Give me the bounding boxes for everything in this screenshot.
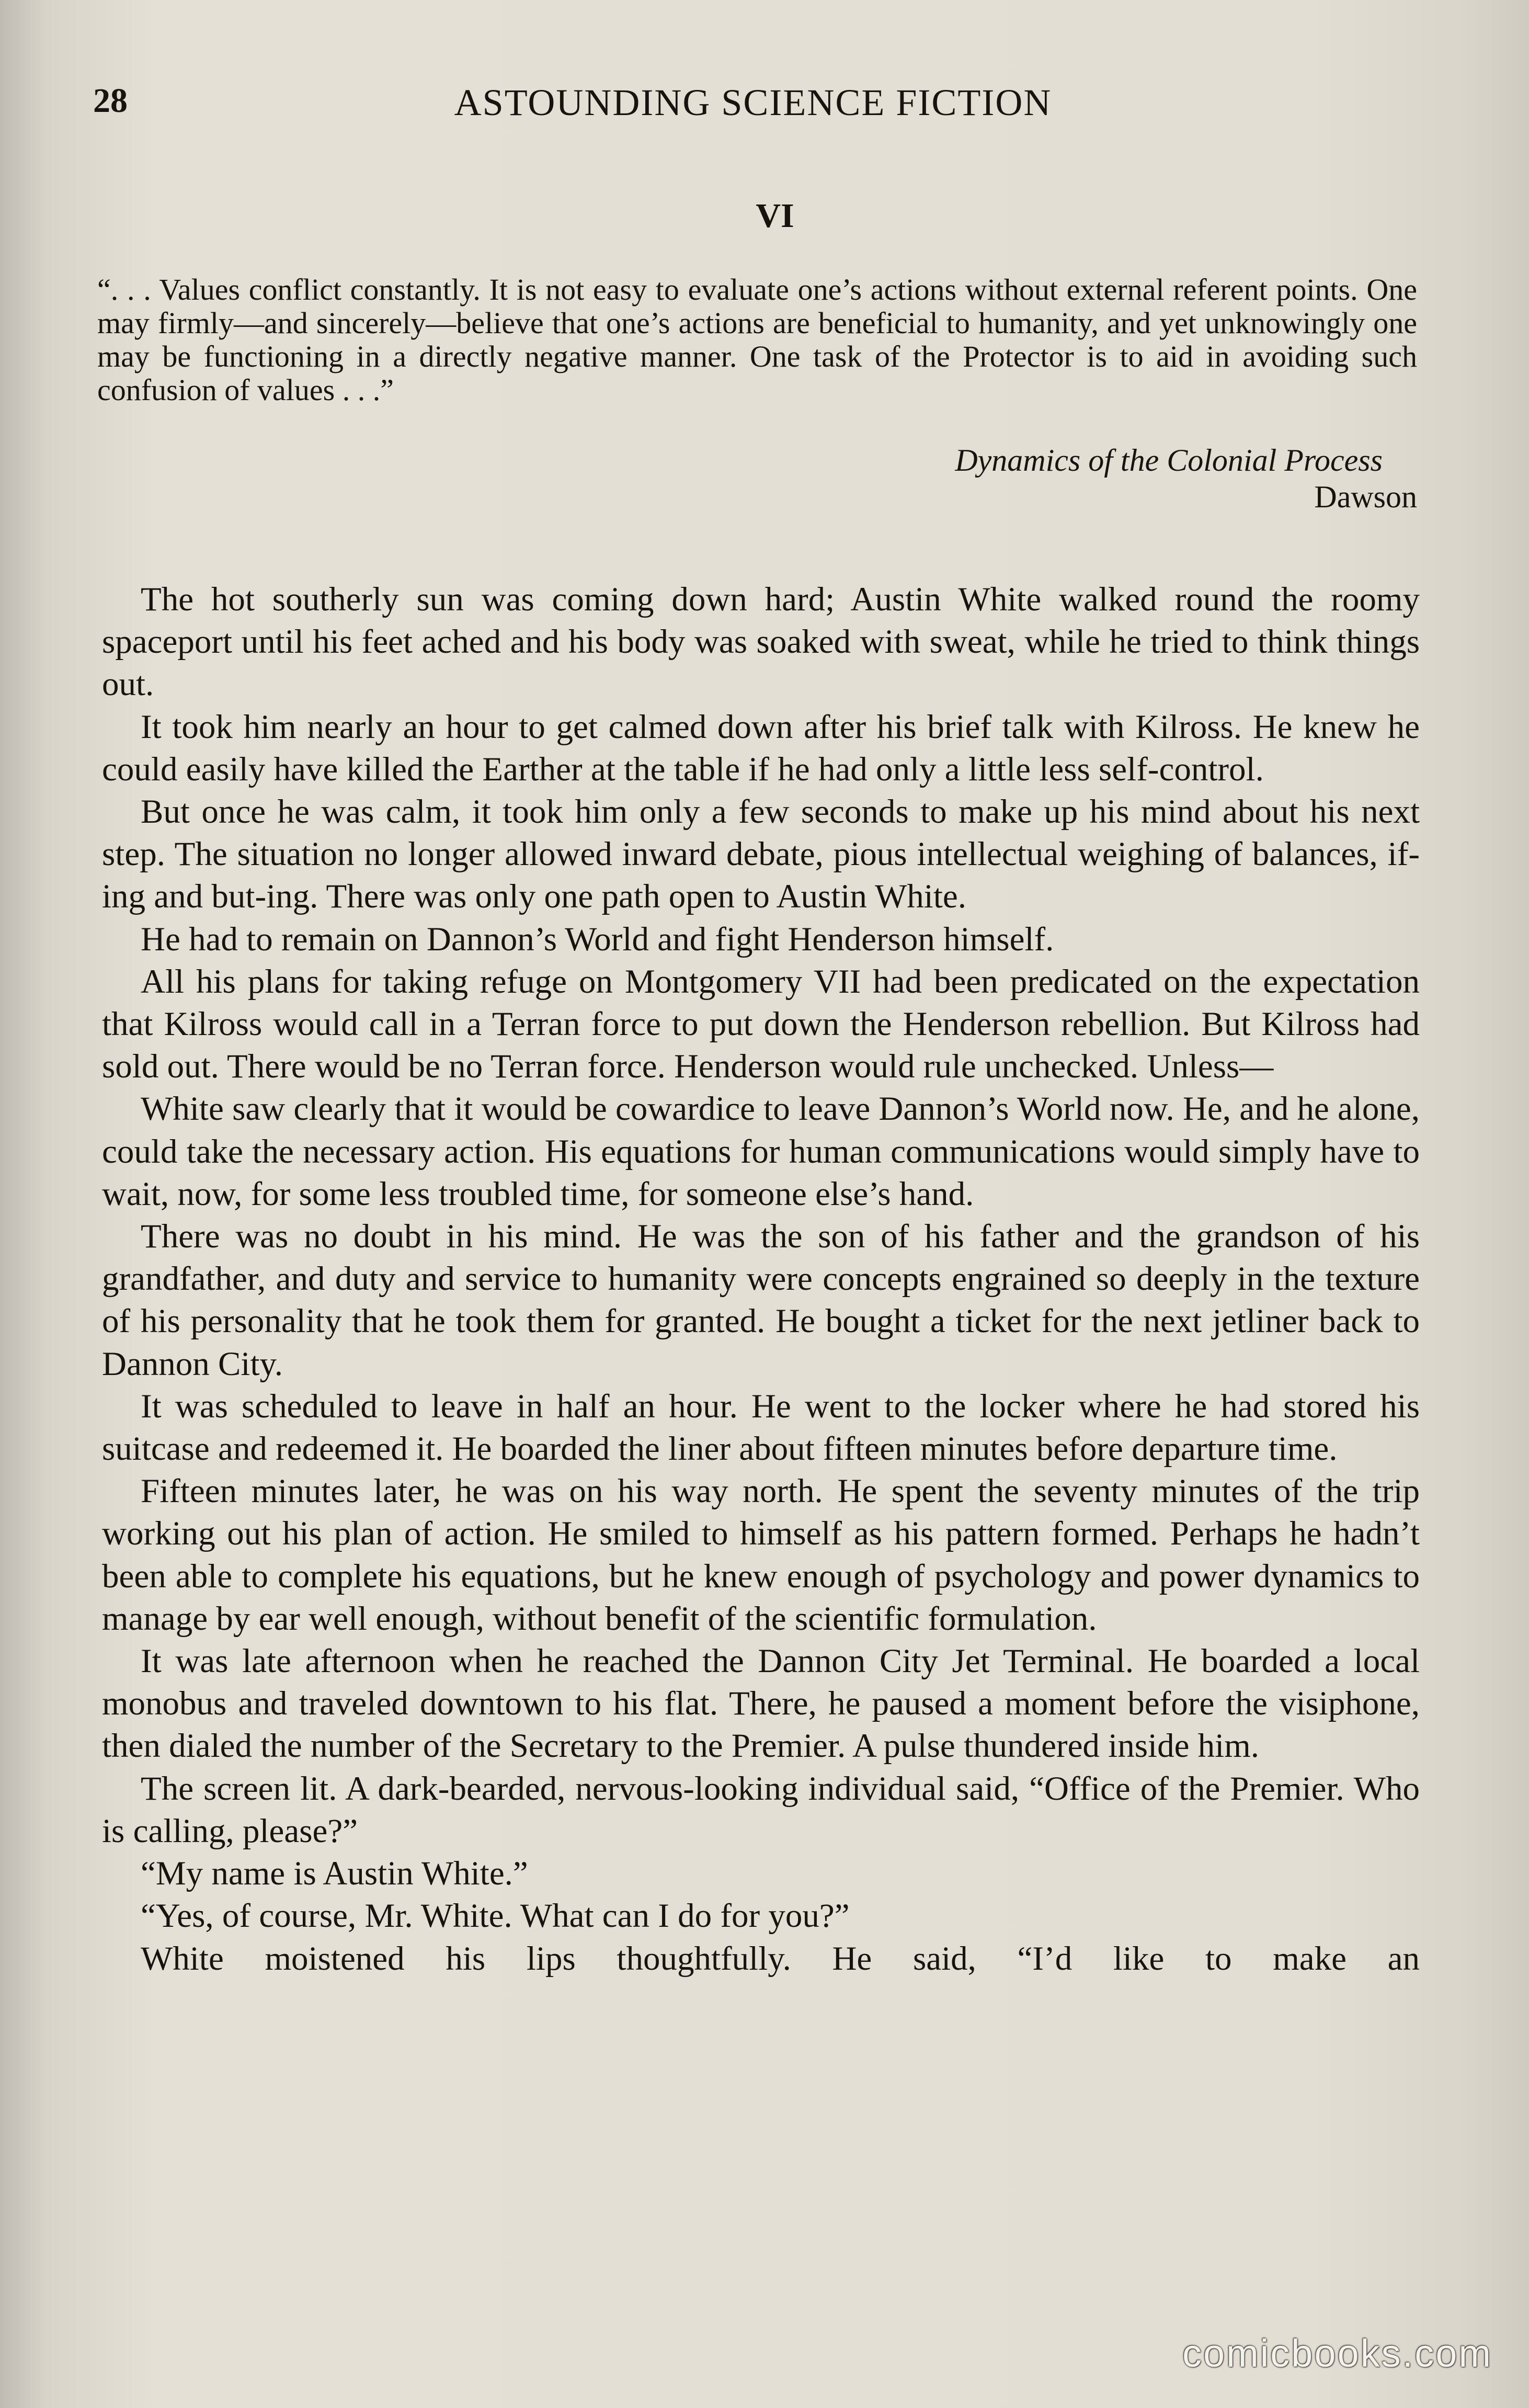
paragraph: He had to remain on Dannon’s World and fight Henderson himself. bbox=[141, 920, 1054, 958]
paragraph: There was no doubt in his mind. He was the son of his father and the grandson of his grandfather, and duty and service to humanity were concepts engrained so deeply in the texture of his personality that he took them for granted. He bought a ticket for the next jetliner back to Dannon City. bbox=[102, 1218, 1420, 1383]
epigraph-author: Dawson bbox=[1314, 480, 1417, 514]
paragraph: “My name is Austin White.” bbox=[141, 1855, 528, 1893]
paragraph: White saw clearly that it would be cowardice to leave Dannon’s World now. He, and he alone, could take the necessary action. His equations for human communications would simply have to wait, now, for some less troubled time, for someone else’s hand. bbox=[102, 1090, 1420, 1213]
body-text bbox=[102, 578, 1420, 1980]
paragraph: It took him nearly an hour to get calmed down after his brief talk with Kilross. He knew he could easily have killed the Earther at the table if he had only a little less self-control. bbox=[102, 708, 1420, 788]
paragraph: It was late afternoon when he reached the Dannon City Jet Terminal. He boarded a local monobus and traveled downtown to his flat. There, he paused a moment before the visiphone, then dialed the number of the Secretary to the Premier. A pulse thundered inside him. bbox=[102, 1642, 1420, 1765]
paragraph: Fifteen minutes later, he was on his way north. He spent the seventy minutes of the trip working out his plan of action. He smiled to himself as his pattern formed. Perhaps he hadn’t been able to complete his equations, but he knew enough of psychology and power dynamics to manage by ear well enough, without benefit of the scientific formulation. bbox=[102, 1472, 1420, 1638]
page-number: 28 bbox=[93, 82, 128, 120]
chapter-number: VI bbox=[756, 197, 794, 235]
epigraph-text: “. . . Values conflict constantly. It is not easy to evaluate one’s actions without external referent points. One may firmly—and sincerely—believe that one’s actions are beneficial to humanity, and yet unknowingly one may be functioning in a directly negative manner. One task of the Protector is to aid in avoiding such confusion of values . . .” bbox=[97, 272, 1417, 407]
paragraph: The hot southerly sun was coming down hard; Austin White walked round the roomy spaceport until his feet ached and his body was soaked with sweat, while he tried to think things out. bbox=[102, 581, 1420, 703]
paragraph: White moistened his lips thoughtfully. He said, “I’d like to make an bbox=[141, 1939, 1420, 1978]
epigraph-source: Dynamics of the Colonial Process bbox=[955, 443, 1383, 478]
paragraph: All his plans for taking refuge on Montgomery VII had been predicated on the expectation that Kilross would call in a Terran force to put down the Henderson rebellion. But Kilross had sold out. There would be no Terran force. Henderson would rule unchecked. Unless— bbox=[102, 962, 1420, 1086]
paragraph: It was scheduled to leave in half an hour. He went to the locker where he had stored his suitcase and redeemed it. He boarded the liner about fifteen minutes before departure time. bbox=[102, 1387, 1420, 1468]
paragraph: The screen lit. A dark-bearded, nervous-looking individual said, “Office of the Premier. Who is calling, please?” bbox=[102, 1769, 1420, 1850]
running-head: ASTOUNDING SCIENCE FICTION bbox=[454, 82, 1052, 123]
paragraph: “Yes, of course, Mr. White. What can I do for you?” bbox=[141, 1897, 850, 1935]
watermark: comicbooks.com bbox=[1182, 2332, 1492, 2375]
paragraph: But once he was calm, it took him only a few seconds to make up his mind about his next step. The situation no longer allowed inward debate, pious intellectual weighing of balances, if-ing and but-ing. There was only one path open to Austin White. bbox=[102, 793, 1420, 916]
